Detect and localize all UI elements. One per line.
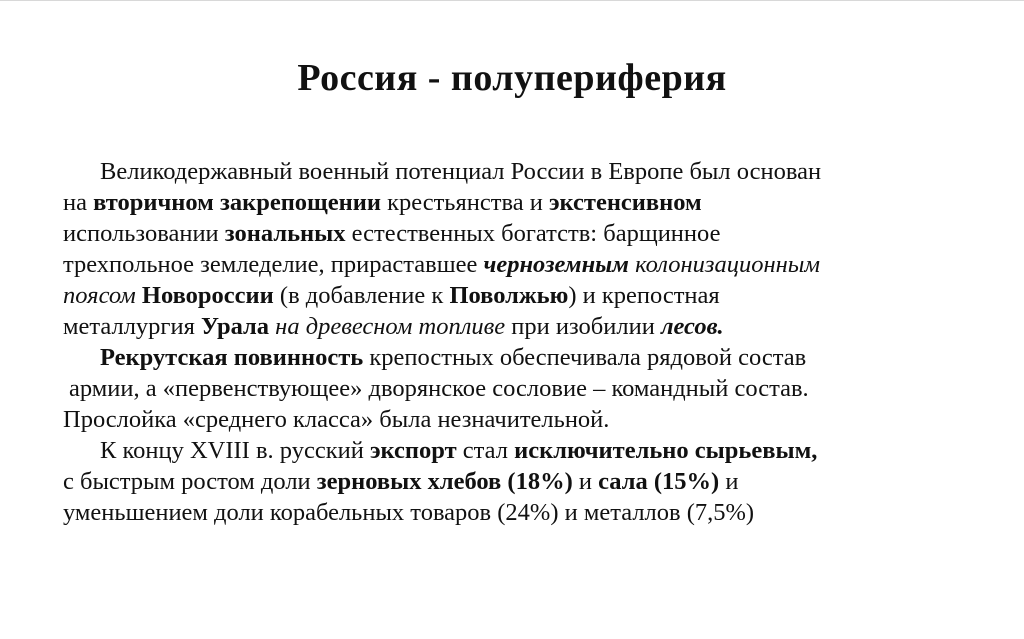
emphasis-italic: колонизационным xyxy=(628,251,820,278)
text-line-1 xyxy=(63,156,963,187)
emphasis-bold: зерновых хлебов (18%) xyxy=(316,468,573,495)
text-line-9 xyxy=(63,404,963,435)
text-run: ) и крепостная xyxy=(568,282,720,309)
text-run: и xyxy=(572,468,599,495)
emphasis-bold: сала (15%) xyxy=(598,468,720,495)
text-run: на xyxy=(63,189,94,216)
text-run: крепостных обеспечивала рядовой состав xyxy=(363,344,807,371)
text-run: и xyxy=(719,468,739,495)
emphasis-bold: исключительно сырьевым, xyxy=(514,437,818,464)
text-run: Великодержавный военный потенциал России в Европе был основан xyxy=(100,158,822,185)
text-line-2 xyxy=(63,187,963,218)
emphasis-bold: вторичном закрепощении xyxy=(93,189,381,216)
emphasis-italic: поясом xyxy=(63,282,136,309)
text-run: стал xyxy=(456,437,515,464)
emphasis-bold: экстенсивном xyxy=(548,189,702,216)
text-line-6 xyxy=(63,311,963,342)
emphasis-bold: Поволжью xyxy=(449,282,569,309)
text-line-8 xyxy=(63,373,963,404)
text-run: крестьянства и xyxy=(380,189,549,216)
text-line-12 xyxy=(63,497,963,528)
text-run: армии, а «первенствующее» дворянское сословие – командный состав. xyxy=(69,375,809,402)
slide-body-text xyxy=(63,156,963,528)
slide-title: Россия - полупериферия xyxy=(297,57,727,99)
emphasis-bold: Рекрутская повинность xyxy=(100,344,364,371)
emphasis-italic: на древесном топливе xyxy=(275,313,506,340)
emphasis-bold: экспорт xyxy=(369,437,457,464)
text-line-10 xyxy=(63,435,963,466)
emphasis-bold-italic: лесов. xyxy=(660,313,724,340)
emphasis-bold: Урала xyxy=(200,313,270,340)
text-line-7 xyxy=(63,342,963,373)
text-run: трехпольное земледелие, прираставшее xyxy=(63,251,484,278)
text-run: (в добавление к xyxy=(273,282,450,309)
text-run: при изобилии xyxy=(505,313,661,340)
emphasis-bold: зональных xyxy=(224,220,346,247)
text-line-3 xyxy=(63,218,963,249)
text-run: уменьшением доли корабельных товаров (24%) и металлов (7,5%) xyxy=(63,499,755,526)
text-run: использовании xyxy=(63,220,225,247)
text-run: К концу XVIII в. русский xyxy=(100,437,370,464)
text-line-4 xyxy=(63,249,963,280)
text-line-11 xyxy=(63,466,963,497)
text-run: естественных богатств: барщинное xyxy=(345,220,721,247)
text-run: металлургия xyxy=(63,313,201,340)
text-line-5 xyxy=(63,280,963,311)
text-run: с быстрым ростом доли xyxy=(63,468,317,495)
emphasis-bold: Новороссии xyxy=(141,282,274,309)
text-run: Прослойка «среднего класса» была незначительной. xyxy=(63,406,610,433)
emphasis-bold-italic: черноземным xyxy=(483,251,629,278)
